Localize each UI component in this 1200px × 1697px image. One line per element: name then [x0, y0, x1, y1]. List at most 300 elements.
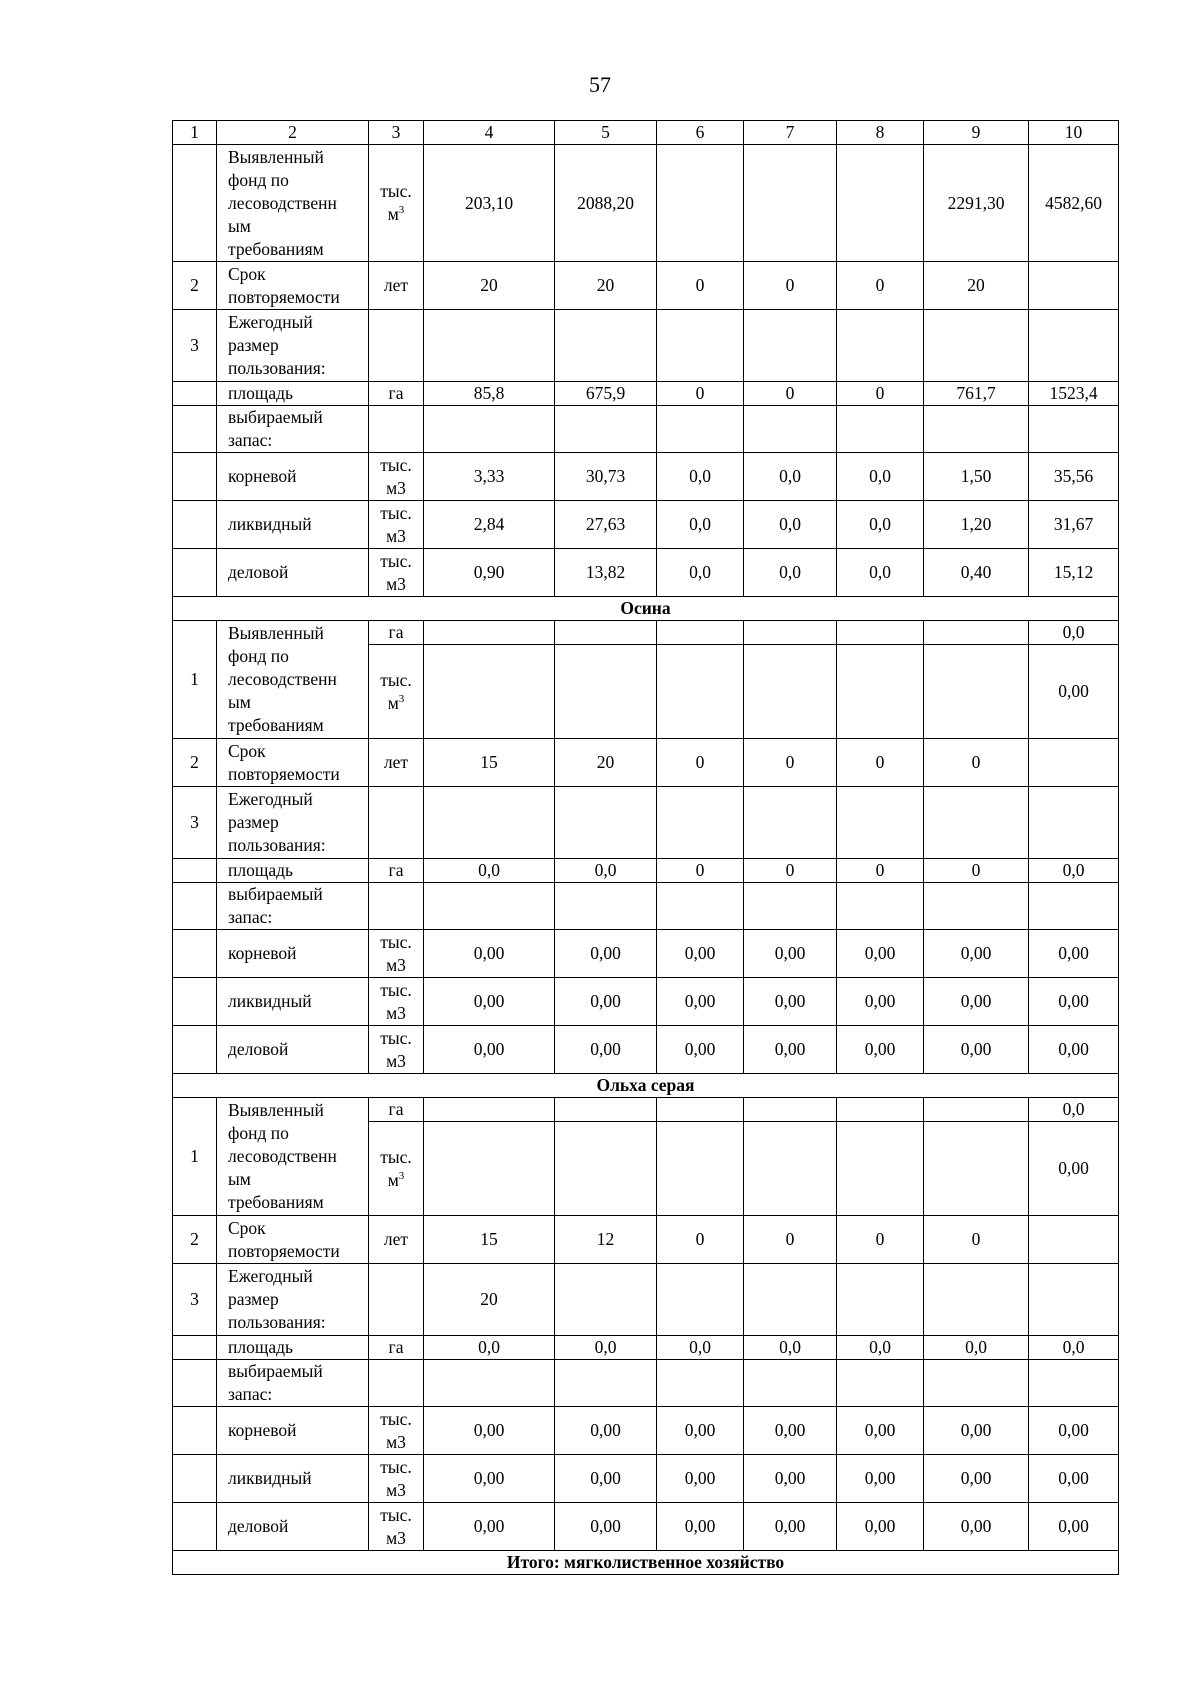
table-cell: 0 — [744, 262, 837, 310]
table-cell — [555, 406, 657, 453]
table-cell — [657, 1360, 744, 1407]
table-cell — [369, 310, 424, 382]
table-cell — [657, 621, 744, 645]
table-cell — [173, 978, 217, 1026]
table-cell: 0,00 — [837, 1026, 924, 1074]
table-cell — [837, 1360, 924, 1407]
table-cell: тыс. м3 — [369, 501, 424, 549]
table-cell — [173, 883, 217, 930]
table-cell — [424, 621, 555, 645]
table-cell — [924, 621, 1029, 645]
table-cell — [369, 406, 424, 453]
table-cell: 0,00 — [424, 1503, 555, 1551]
table-cell — [173, 382, 217, 406]
table-cell: 0,00 — [1029, 1026, 1119, 1074]
table-cell — [744, 1122, 837, 1216]
table-cell — [555, 1360, 657, 1407]
table-cell: тыс. $м^3$ — [369, 1122, 424, 1216]
table-cell: 0,40 — [924, 549, 1029, 597]
table-cell: га — [369, 1098, 424, 1122]
table-cell — [837, 883, 924, 930]
table-cell: 0 — [837, 262, 924, 310]
table-row — [173, 501, 1119, 549]
table-row — [173, 978, 1119, 1026]
table-cell: тыс. $м^3$ — [369, 145, 424, 262]
table-row — [173, 382, 1119, 406]
table-cell: 0 — [744, 1216, 837, 1264]
table-cell — [657, 1122, 744, 1216]
table-cell: 0,0 — [1029, 1336, 1119, 1360]
table-cell — [424, 310, 555, 382]
table-row — [173, 621, 1119, 645]
table-cell: 0,00 — [744, 1026, 837, 1074]
table-row — [173, 739, 1119, 787]
table-cell: 20 — [924, 262, 1029, 310]
table-cell — [1029, 406, 1119, 453]
table-row — [173, 1098, 1119, 1122]
table-cell — [657, 406, 744, 453]
table-cell: 0,0 — [555, 1336, 657, 1360]
table-body — [173, 121, 1119, 1575]
table-cell: 0,00 — [1029, 645, 1119, 739]
table-cell — [555, 1122, 657, 1216]
table-cell: га — [369, 382, 424, 406]
table-cell: 0 — [837, 382, 924, 406]
table-cell — [369, 883, 424, 930]
column-header: 9 — [924, 121, 1029, 145]
table-cell: выбираемый запас: — [217, 1360, 369, 1407]
table-cell — [744, 787, 837, 859]
table-cell — [424, 645, 555, 739]
column-header: 8 — [837, 121, 924, 145]
table-cell: 1,20 — [924, 501, 1029, 549]
table-cell: 1,50 — [924, 453, 1029, 501]
superscript: 3 — [398, 204, 405, 217]
table-cell — [369, 1264, 424, 1336]
table-cell: деловой — [217, 549, 369, 597]
table-cell: тыс. м3 — [369, 1407, 424, 1455]
table-cell: 13,82 — [555, 549, 657, 597]
table-cell — [657, 1098, 744, 1122]
table-cell: 0,0 — [657, 1336, 744, 1360]
table-cell — [424, 1098, 555, 1122]
table-cell — [369, 1360, 424, 1407]
table-cell: га — [369, 1336, 424, 1360]
table-cell: 0,00 — [424, 978, 555, 1026]
table-cell: 0,0 — [555, 859, 657, 883]
table-cell — [657, 310, 744, 382]
table-cell: 0,00 — [924, 1407, 1029, 1455]
table-cell: Выявленный фонд по лесоводственн ым требованиям — [217, 145, 369, 262]
table-cell — [837, 1264, 924, 1336]
table-cell: 3 — [173, 787, 217, 859]
table-cell: 0,00 — [657, 1455, 744, 1503]
table-cell: 31,67 — [1029, 501, 1119, 549]
table-cell — [744, 621, 837, 645]
section-title: Итого: мягколиственное хозяйство — [173, 1551, 1119, 1575]
table-cell — [837, 621, 924, 645]
table-cell: 12 — [555, 1216, 657, 1264]
table-cell — [837, 645, 924, 739]
table-cell — [173, 930, 217, 978]
table-cell — [657, 145, 744, 262]
table-cell: 0,00 — [1029, 1122, 1119, 1216]
table-cell: 0,00 — [744, 1455, 837, 1503]
table-cell — [173, 453, 217, 501]
table-cell: деловой — [217, 1026, 369, 1074]
table-cell: площадь — [217, 859, 369, 883]
table-cell: 0,0 — [424, 859, 555, 883]
table-cell: корневой — [217, 930, 369, 978]
table-cell — [555, 1264, 657, 1336]
table-cell — [369, 787, 424, 859]
table-cell — [924, 883, 1029, 930]
column-header: 3 — [369, 121, 424, 145]
table-row — [173, 1360, 1119, 1407]
table-cell: 30,73 — [555, 453, 657, 501]
table-cell — [744, 645, 837, 739]
section-title: Осина — [173, 597, 1119, 621]
column-header: 2 — [217, 121, 369, 145]
table-cell: 20 — [424, 262, 555, 310]
table-cell: Срок повторяемости — [217, 262, 369, 310]
table-cell — [744, 883, 837, 930]
table-cell: 0,00 — [657, 978, 744, 1026]
table-cell: 0,0 — [657, 453, 744, 501]
table-cell: 0 — [924, 739, 1029, 787]
table-cell: 0,00 — [424, 1407, 555, 1455]
table-cell: 0 — [924, 1216, 1029, 1264]
table-cell — [1029, 883, 1119, 930]
table-cell: 0,00 — [744, 930, 837, 978]
table-cell — [744, 406, 837, 453]
table-cell — [424, 787, 555, 859]
table-row — [173, 1336, 1119, 1360]
table-cell: 0,00 — [924, 978, 1029, 1026]
column-header: 1 — [173, 121, 217, 145]
section-row — [173, 597, 1119, 621]
table-cell: 85,8 — [424, 382, 555, 406]
table-cell: площадь — [217, 1336, 369, 1360]
table-cell: площадь — [217, 382, 369, 406]
table-cell — [837, 1122, 924, 1216]
table-cell: га — [369, 621, 424, 645]
table-row — [173, 1026, 1119, 1074]
table-cell: лет — [369, 262, 424, 310]
table-cell: 0,00 — [555, 978, 657, 1026]
table-cell: 2088,20 — [555, 145, 657, 262]
table-cell: 761,7 — [924, 382, 1029, 406]
table-cell — [1029, 1360, 1119, 1407]
table-cell: Ежегодный размер пользования: — [217, 787, 369, 859]
table-cell — [1029, 787, 1119, 859]
table-cell: 20 — [424, 1264, 555, 1336]
table-cell — [657, 645, 744, 739]
superscript: 3 — [398, 692, 405, 705]
table-cell: 0,0 — [1029, 621, 1119, 645]
table-cell — [424, 1122, 555, 1216]
table-cell — [1029, 1216, 1119, 1264]
table-cell — [173, 145, 217, 262]
table-cell: деловой — [217, 1503, 369, 1551]
table-cell — [173, 1503, 217, 1551]
table-cell: 2,84 — [424, 501, 555, 549]
table-cell — [555, 621, 657, 645]
table-cell: 0,00 — [555, 1503, 657, 1551]
table-cell: 0,0 — [837, 549, 924, 597]
table-row — [173, 406, 1119, 453]
table-cell: 0,0 — [657, 549, 744, 597]
table-cell — [837, 406, 924, 453]
table-row — [173, 1455, 1119, 1503]
table-cell — [555, 310, 657, 382]
table-cell: 0,00 — [657, 1407, 744, 1455]
table-cell — [1029, 739, 1119, 787]
table-row — [173, 1503, 1119, 1551]
table-cell — [657, 787, 744, 859]
table-cell: выбираемый запас: — [217, 406, 369, 453]
table-cell: 203,10 — [424, 145, 555, 262]
table-row — [173, 1264, 1119, 1336]
table-row — [173, 883, 1119, 930]
table-cell: 3 — [173, 310, 217, 382]
section-row — [173, 1551, 1119, 1575]
table-cell: 2 — [173, 739, 217, 787]
table-cell: 0,00 — [657, 930, 744, 978]
table-cell — [173, 1026, 217, 1074]
table-cell: 675,9 — [555, 382, 657, 406]
table-row — [173, 787, 1119, 859]
table-cell: 0,90 — [424, 549, 555, 597]
table-row — [173, 310, 1119, 382]
table-cell: 0,00 — [657, 1503, 744, 1551]
table-cell: 0,00 — [744, 978, 837, 1026]
table-cell: 0 — [744, 739, 837, 787]
header-row — [173, 121, 1119, 145]
table-cell: 0 — [657, 1216, 744, 1264]
table-cell — [1029, 1264, 1119, 1336]
table-cell: 4582,60 — [1029, 145, 1119, 262]
table-cell: 0,00 — [424, 1026, 555, 1074]
table-row — [173, 145, 1119, 262]
table-cell: 0 — [657, 739, 744, 787]
table-cell: Срок повторяемости — [217, 1216, 369, 1264]
table-cell: 0,0 — [924, 1336, 1029, 1360]
table-cell: 0,00 — [657, 1026, 744, 1074]
section-row — [173, 1074, 1119, 1098]
table-cell: 0 — [657, 262, 744, 310]
table-cell: тыс. м3 — [369, 1026, 424, 1074]
table-cell: Выявленный фонд по лесоводственн ым требованиям — [217, 621, 369, 739]
table-cell: 0,00 — [1029, 978, 1119, 1026]
table-cell: 0 — [657, 382, 744, 406]
table-cell: 0,00 — [1029, 1455, 1119, 1503]
table-cell: 2 — [173, 262, 217, 310]
table-cell: 0 — [744, 382, 837, 406]
table-row — [173, 930, 1119, 978]
table-cell — [555, 1098, 657, 1122]
table-cell — [173, 1407, 217, 1455]
table-cell: 0,00 — [924, 930, 1029, 978]
table-cell: 0,0 — [837, 501, 924, 549]
table-cell: 20 — [555, 739, 657, 787]
table-cell: тыс. м3 — [369, 453, 424, 501]
table-cell: 0,00 — [837, 1503, 924, 1551]
table-cell: 0,00 — [744, 1407, 837, 1455]
table-cell — [173, 501, 217, 549]
table-cell: 1 — [173, 621, 217, 739]
table-cell — [744, 310, 837, 382]
table-cell: 3,33 — [424, 453, 555, 501]
table-cell: 0,0 — [657, 501, 744, 549]
table-cell: лет — [369, 739, 424, 787]
table-cell — [924, 645, 1029, 739]
table-row — [173, 1407, 1119, 1455]
table-cell — [555, 787, 657, 859]
table-cell: 20 — [555, 262, 657, 310]
table-cell: 0,0 — [1029, 1098, 1119, 1122]
table-cell — [173, 1455, 217, 1503]
table-cell: тыс. $м^3$ — [369, 645, 424, 739]
table-cell — [837, 145, 924, 262]
table-cell: 1 — [173, 1098, 217, 1216]
table-cell — [924, 1098, 1029, 1122]
column-header: 4 — [424, 121, 555, 145]
table-cell — [424, 883, 555, 930]
table-cell — [924, 1264, 1029, 1336]
table-cell: 0 — [657, 859, 744, 883]
table-cell — [924, 787, 1029, 859]
table-cell: 0 — [837, 1216, 924, 1264]
table-row — [173, 262, 1119, 310]
table-cell — [657, 1264, 744, 1336]
table-cell: 0,00 — [837, 1407, 924, 1455]
page-number: 57 — [589, 72, 611, 97]
table-cell: 0,00 — [837, 930, 924, 978]
table-cell: 0,0 — [744, 501, 837, 549]
table-cell — [657, 883, 744, 930]
table-row — [173, 453, 1119, 501]
table-cell: Выявленный фонд по лесоводственн ым требованиям — [217, 1098, 369, 1216]
table-cell — [924, 1122, 1029, 1216]
table-cell: 2291,30 — [924, 145, 1029, 262]
table-cell — [924, 1360, 1029, 1407]
table-cell — [424, 406, 555, 453]
table-cell: 0,00 — [424, 930, 555, 978]
table-cell: 0,0 — [837, 453, 924, 501]
table-cell: Срок повторяемости — [217, 739, 369, 787]
table-cell: 0 — [837, 859, 924, 883]
table-cell — [837, 310, 924, 382]
table-cell: 15,12 — [1029, 549, 1119, 597]
table-cell: выбираемый запас: — [217, 883, 369, 930]
table-cell: 0,00 — [744, 1503, 837, 1551]
table-cell: тыс. м3 — [369, 1503, 424, 1551]
table-cell: 0,00 — [555, 930, 657, 978]
table-cell: 0,00 — [1029, 930, 1119, 978]
column-header: 7 — [744, 121, 837, 145]
table-row — [173, 1216, 1119, 1264]
table-cell: га — [369, 859, 424, 883]
table-cell: 27,63 — [555, 501, 657, 549]
table-cell — [555, 883, 657, 930]
table-cell: 0,00 — [837, 978, 924, 1026]
table-cell: 0,00 — [924, 1026, 1029, 1074]
section-title: Ольха серая — [173, 1074, 1119, 1098]
table-cell: 0,00 — [555, 1455, 657, 1503]
table-cell — [173, 1336, 217, 1360]
table-cell: 0,0 — [744, 549, 837, 597]
table-cell — [744, 1098, 837, 1122]
table-cell: 35,56 — [1029, 453, 1119, 501]
table-cell: 0 — [744, 859, 837, 883]
table-cell: 0,00 — [555, 1026, 657, 1074]
table-cell — [924, 406, 1029, 453]
table-cell: 0 — [837, 739, 924, 787]
table-cell: 15 — [424, 739, 555, 787]
table-cell — [424, 1360, 555, 1407]
table-cell: 0,00 — [1029, 1503, 1119, 1551]
table-cell: лет — [369, 1216, 424, 1264]
table-cell: 1523,4 — [1029, 382, 1119, 406]
table-cell: ликвидный — [217, 978, 369, 1026]
table-cell: 0,00 — [1029, 1407, 1119, 1455]
table-cell: Ежегодный размер пользования: — [217, 1264, 369, 1336]
table-cell — [173, 406, 217, 453]
table-cell — [1029, 262, 1119, 310]
table-cell — [173, 859, 217, 883]
table-cell: 0,0 — [744, 453, 837, 501]
table-cell: 0,00 — [555, 1407, 657, 1455]
table-cell: тыс. м3 — [369, 978, 424, 1026]
table-cell — [744, 1264, 837, 1336]
table-cell: тыс. м3 — [369, 930, 424, 978]
table-cell — [744, 1360, 837, 1407]
table-cell: 3 — [173, 1264, 217, 1336]
forest-use-table — [172, 120, 1119, 1575]
table-cell: Ежегодный размер пользования: — [217, 310, 369, 382]
table-cell: 0,00 — [924, 1455, 1029, 1503]
table-cell — [173, 1360, 217, 1407]
superscript: 3 — [398, 1169, 405, 1182]
table-cell: тыс. м3 — [369, 1455, 424, 1503]
table-cell: 15 — [424, 1216, 555, 1264]
table-cell: тыс. м3 — [369, 549, 424, 597]
table-row — [173, 549, 1119, 597]
table-cell — [555, 645, 657, 739]
column-header: 10 — [1029, 121, 1119, 145]
table-cell: ликвидный — [217, 501, 369, 549]
table-cell — [1029, 310, 1119, 382]
table-cell: 2 — [173, 1216, 217, 1264]
table-cell: корневой — [217, 1407, 369, 1455]
table-cell — [173, 549, 217, 597]
table-cell: 0,00 — [837, 1455, 924, 1503]
table-cell: ликвидный — [217, 1455, 369, 1503]
table-cell: 0,0 — [744, 1336, 837, 1360]
column-header: 6 — [657, 121, 744, 145]
table-row — [173, 859, 1119, 883]
table-cell: корневой — [217, 453, 369, 501]
table-cell: 0,0 — [837, 1336, 924, 1360]
table-cell — [837, 787, 924, 859]
table-cell: 0,00 — [924, 1503, 1029, 1551]
table-cell — [837, 1098, 924, 1122]
table-cell — [924, 310, 1029, 382]
table-cell: 0,0 — [1029, 859, 1119, 883]
table-cell — [744, 145, 837, 262]
table-cell: 0,0 — [424, 1336, 555, 1360]
